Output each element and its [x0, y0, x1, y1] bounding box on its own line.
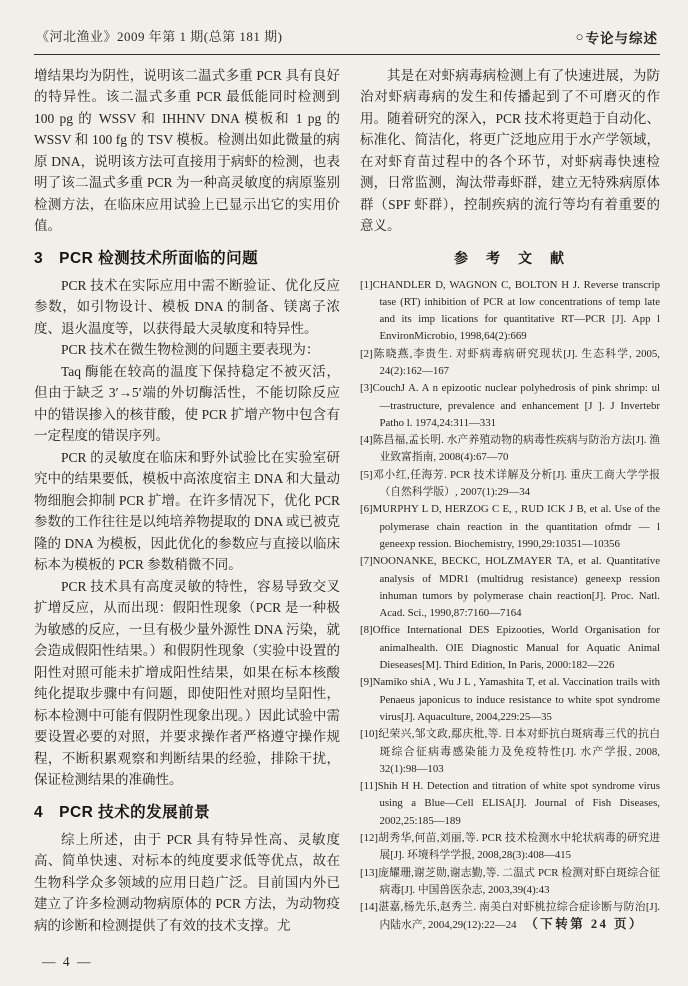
page-number: — 4 — [42, 954, 93, 969]
section-heading-3: 3 PCR 检测技术所面临的问题 [34, 249, 259, 267]
continued-note: （下转第 24 页） [525, 917, 644, 932]
reference-item: [8]Office International DES Epizooties, World Organisation for animalhealth. OIE Diagnostic Manual for Aquatic Animal Dieseases[M]. Third Edition, In Paris, 2000:182—226 [360, 624, 660, 672]
section-heading-4: 4 PCR 技术的发展前景 [34, 803, 211, 821]
circle-icon: ○ [575, 29, 585, 44]
body-paragraph: Taq 酶能在较高的温度下保持稳定不被灭活，但由于缺乏 3′→5′端的外切酶活性，不能切除反应中的错误掺入的核苷酸，使 PCR 扩增产物中包含有一定程度的错误序列。 [34, 363, 340, 443]
references-heading: 参 考 文 献 [454, 249, 566, 266]
body-paragraph: 综上所述，由于 PCR 具有特异性高、灵敏度高、简单快速、对标本的纯度要求低等优点，故在生物科学众多领域的应用日趋广泛。目前国内外已建立了许多检测动物病原体的 PCR 方法，为动物疫病的诊断和检测提供了有效的技术支撑。尤 [34, 831, 340, 933]
body-paragraph: PCR 技术在微生物检测的问题主要表现为： [61, 342, 320, 357]
left-column [34, 65, 340, 937]
journal-issue-label: 《河北渔业》2009 年第 1 期(总第 181 期) [36, 29, 283, 44]
body-paragraph: PCR 的灵敏度在临床和野外试验比在实验室研究中的结果要低，模板中高浓度宿主 DNA 和大量动物细胞会抑制 PCR 扩增。在许多情况下，优化 PCR 参数的工作往往是以纯培养物提取的 DNA 或已被克隆的 DNA 为模板，因此优化的参数应与直接以临床标本为模板的 PCR 参数稍微不同。 [34, 449, 340, 572]
reference-item: [7]NOONANKE, BECKC, HOLZMAYER TA, et al. Quantitative analysis of MDR1 (multidrug resistance) geneexp ression inhuman tumors by polymerase chain reaction[J]. Proc. Natl. Acad. Sci., 1990,87:7160—7164 [360, 555, 660, 620]
reference-item: [11]Shih H H. Detection and titration of white spot syndrome virus using a Blue—Cell ELISA[J]. Journal of Fish Diseases, 2002,25:185—189 [360, 780, 660, 827]
reference-item: [13]庞耀珊,谢芝勋,谢志勤,等. 二温式 PCR 检测对虾白斑综合征病毒[J]. 中国兽医杂志, 2003,39(4):43 [360, 866, 660, 896]
reference-item: [12]胡秀华,何苗,刘丽,等. PCR 技术检测水中轮状病毒的研究进展[J]. 环境科学学报, 2008,28(3):408—415 [360, 832, 660, 862]
page-header [34, 26, 660, 54]
reference-item: [9]Namiko shiA , Wu J L , Yamashita T, et al. Vaccination trails with Penaeus japonicus to induce resistance to white spot syndrome virus[J]. Aquaculture, 2004,229:25—35 [360, 676, 660, 723]
reference-item: [1]CHANDLER D, WAGNON C, BOLTON H J. Reverse transcrip tase (RT) inhibition of PCR at low concentrations of temp late and its imp lications for quantitative RT—PCR [J]. App l EnvironMicrobio, 1998,64(2):669 [360, 278, 660, 343]
reference-item [360, 899, 660, 935]
two-column-body [34, 65, 660, 937]
body-paragraph: 其是在对虾病毒病检测上有了快速进展，为防治对虾病毒病的发生和传播起到了不可磨灭的作用。随着研究的深入，PCR 技术将更趋于自动化、标准化、简洁化，将更广泛地应用于水产学领域，在对虾育苗过程中的各个环节，对虾病毒快速检测，日常监测，淘汰带毒虾群，建立无特殊病原体群（SPF 虾群），控制疾病的流行等均有着重要的意义。 [360, 67, 660, 233]
body-paragraph: 增结果均为阴性，说明该二温式多重 PCR 具有良好的特异性。该二温式多重 PCR 最低能同时检测到 100 pg 的 WSSV 和 IHHNV DNA 模板和 1 pg 的 WSSV 和 100 fg 的 TSV 模板。检测出如此微量的病原 DNA，说明该方法可直接用于病虾的检测，也表明了该二温式多重 PCR 为一种高灵敏度的病原鉴别检测方法，在临床应用试验上已显示出它的实用价值。 [34, 67, 340, 233]
reference-item: [6]MURPHY L D, HERZOG C E, , RUD ICK J B, et al. Use of the polymerase chain reaction in the quantitation ofmdr — l geneexp ression. Biochemistry, 1990,29:10351—10356 [360, 503, 660, 550]
column-tag-label: 专论与综述 [585, 30, 658, 46]
reference-item: [2]陈晓燕,李贵生. 对虾病毒病研究现状[J]. 生态科学, 2005, 24(2):162—167 [360, 347, 660, 377]
header-divider [34, 54, 660, 55]
body-paragraph: PCR 技术在实际应用中需不断验证、优化反应参数，如引物设计、模板 DNA 的制备、镁离子浓度、退火温度等，以获得最大灵敏度和特异性。 [34, 277, 340, 336]
reference-item: [4]陈昌福,孟长明. 水产养殖动物的病毒性疾病与防治方法[J]. 渔业致富指南, 2008(4):67—70 [360, 434, 660, 464]
reference-item: [3]CouchJ A. A n epizootic nuclear polyhedrosis of pink shrimp: ul—trastructure, prevalence and enhancement [J ]. J Invertebr Patho l. 1974,24:311—331 [360, 382, 660, 429]
column-section-tag [576, 27, 658, 47]
right-column [360, 65, 660, 937]
reference-text: [14]湛嘉,杨先乐,赵秀兰. 南美白对虾桃拉综合症诊断与防治[J]. 内陆水产, 2004,29(12):22—24 [360, 901, 660, 932]
references-list [360, 277, 660, 935]
body-paragraph: PCR 技术具有高度灵敏的特性，容易导致交叉扩增反应，从而出现：假阳性现象（PCR 是一种极为敏感的反应，一旦有极少量外源性 DNA 污染，就会造成假阳性结果。）和假阴性现象（实验中设置的阳性对照可能未扩增成阳性结果，如果在标本核酸纯化提取步骤中有问题，即使阳性对照均呈阳性，标本检测中可能有假阴性现象出现。）因此试验中需要设置必要的对照，并要求操作者严格遵守操作规程，不断积累观察和判断结果的经验，排除干扰，保证检测结果的准确性。 [34, 578, 340, 787]
reference-item: [10]纪荣兴,邹文政,鄢庆枇,等. 日本对虾抗白斑病毒三代的抗白斑综合征病毒感染能力及免疫特性[J]. 水产学报, 2008, 32(1):98—103 [360, 728, 660, 775]
reference-item: [5]邓小红,任海芳. PCR 技术详解及分析[J]. 重庆工商大学学报（自然科学版）, 2007(1):29—34 [360, 468, 660, 499]
